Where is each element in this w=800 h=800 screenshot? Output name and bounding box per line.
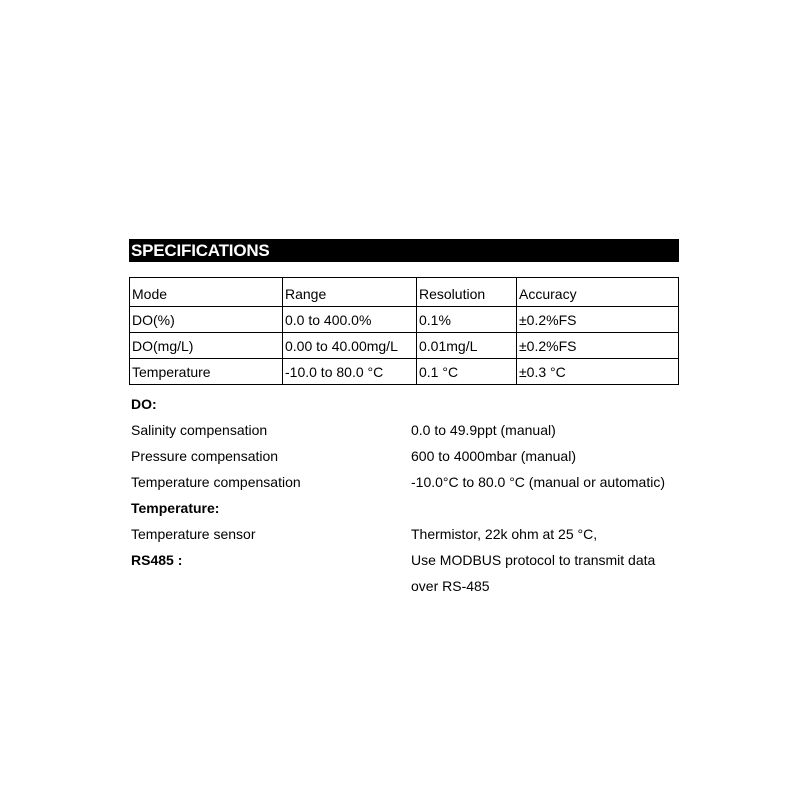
temperature-heading: Temperature: (131, 500, 220, 516)
do-heading: DO: (131, 396, 157, 412)
spec-label: Temperature compensation (131, 474, 301, 490)
header-mode: Mode (130, 278, 283, 307)
table-header-row (130, 278, 679, 307)
rs485-value-line2: over RS-485 (411, 578, 490, 594)
cell-mode: DO(mg/L) (130, 333, 283, 359)
cell-mode: Temperature (130, 359, 283, 385)
cell-range: -10.0 to 80.0 °C (283, 359, 417, 385)
spec-line-pressure (129, 443, 679, 469)
table-row (130, 307, 679, 333)
cell-mode: DO(%) (130, 307, 283, 333)
spec-label: Pressure compensation (131, 448, 279, 464)
cell-resolution: 0.01mg/L (417, 333, 517, 359)
specifications-table (129, 277, 679, 385)
spec-line-salinity (129, 417, 679, 443)
cell-accuracy: ±0.2%FS (517, 333, 679, 359)
header-range: Range (283, 278, 417, 307)
do-heading-line (129, 391, 679, 417)
spec-value: Thermistor, 22k ohm at 25 °C, (411, 526, 598, 542)
spec-value: 0.0 to 49.9ppt (manual) (411, 422, 556, 438)
temperature-heading-line (129, 495, 679, 521)
cell-range: 0.0 to 400.0% (283, 307, 417, 333)
rs485-value-line1: Use MODBUS protocol to transmit data (411, 552, 656, 568)
spec-label: Salinity compensation (131, 422, 268, 438)
table-row (130, 359, 679, 385)
spec-value: 600 to 4000mbar (manual) (411, 448, 576, 464)
cell-range: 0.00 to 40.00mg/L (283, 333, 417, 359)
header-resolution: Resolution (417, 278, 517, 307)
cell-accuracy: ±0.3 °C (517, 359, 679, 385)
specifications-document (129, 239, 679, 599)
section-title-bar (129, 239, 679, 262)
rs485-line-continued (129, 573, 679, 599)
spec-line-temp-sensor (129, 521, 679, 547)
spec-label: Temperature sensor (131, 526, 256, 542)
cell-resolution: 0.1% (417, 307, 517, 333)
spec-value: -10.0°C to 80.0 °C (manual or automatic) (411, 474, 665, 490)
rs485-heading: RS485 : (131, 552, 183, 568)
spec-details (129, 391, 679, 599)
section-title: SPECIFICATIONS (131, 241, 270, 260)
table-row (130, 333, 679, 359)
spec-line-temp-compensation (129, 469, 679, 495)
cell-resolution: 0.1 °C (417, 359, 517, 385)
cell-accuracy: ±0.2%FS (517, 307, 679, 333)
rs485-line (129, 547, 679, 573)
header-accuracy: Accuracy (517, 278, 679, 307)
